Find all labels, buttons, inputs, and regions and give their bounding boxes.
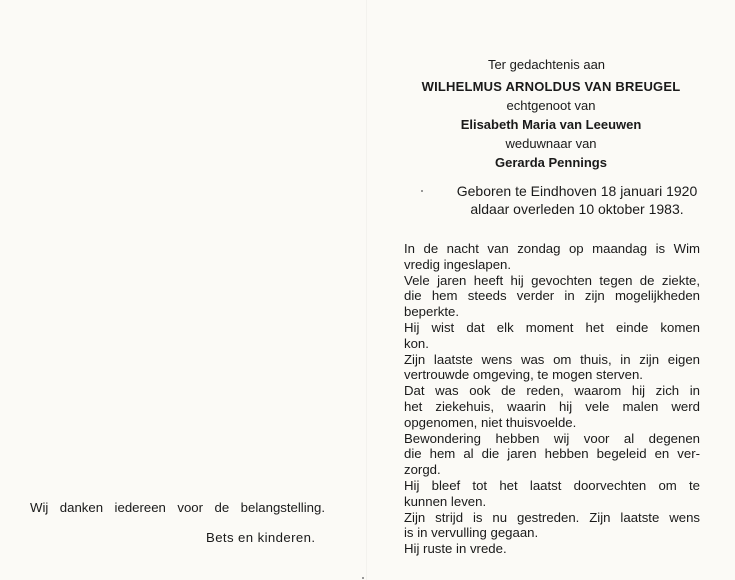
text-line: Zijn laatste wens was om thuis, in zijn eigen	[404, 351, 700, 367]
text-line: Hij wist dat elk moment het einde komen	[404, 319, 700, 335]
text-line: zorgd.	[404, 462, 441, 478]
memorial-intro: Ter gedachtenis aan	[487, 57, 606, 72]
spouse-intro: echtgenoot van	[506, 98, 596, 113]
text-line: Zijn strijd is nu gestreden. Zijn laatste wens	[404, 509, 700, 525]
text-line: beperkte.	[404, 304, 459, 320]
text-line: vredig ingeslapen.	[404, 256, 512, 272]
deceased-name: WILHELMUS ARNOLDUS VAN BREUGEL	[421, 79, 681, 94]
widower-intro: weduwnaar van	[505, 136, 597, 151]
text-line: kon.	[404, 335, 429, 351]
text-line: Dat was ook de reden, waarom hij zich in	[404, 383, 700, 399]
spouse-name: Elisabeth Maria van Leeuwen	[460, 117, 642, 132]
text-line: opgenomen, niet thuisvoelde.	[404, 414, 577, 430]
text-line: In de nacht van zondag op maandag is Wim	[404, 241, 700, 256]
thanks-text: Wij danken iedereen voor de belangstelling.	[30, 500, 325, 515]
right-panel	[367, 0, 735, 580]
left-panel	[0, 0, 367, 580]
life-dates	[422, 182, 732, 218]
memorial-text	[404, 241, 700, 557]
header	[367, 56, 735, 173]
text-line: die hem al die jaren hebben begeleid en ver-	[404, 446, 700, 462]
text-line: het ziekehuis, waarin hij vele malen werd	[404, 398, 700, 414]
death-line: aldaar overleden 10 oktober 1983.	[470, 201, 684, 217]
birth-line: Geboren te Eindhoven 18 januari 1920	[456, 183, 698, 199]
signature: Bets en kinderen.	[206, 530, 316, 545]
text-line: is in vervulling gegaan.	[404, 525, 539, 541]
text-line: Bewondering hebben wij voor al degenen	[404, 430, 700, 446]
text-line: Hij bleef tot het laatst doorvechten om te	[404, 477, 700, 493]
text-line: Hij ruste in vrede.	[404, 541, 507, 557]
print-speck	[362, 577, 364, 579]
text-line: vertrouwde omgeving, te mogen sterven.	[404, 367, 643, 383]
text-line: Vele jaren heeft hij gevochten tegen de ziekte,	[404, 272, 700, 288]
text-line: kunnen leven.	[404, 493, 487, 509]
text-line: die hem steeds verder in zijn mogelijkheden	[404, 288, 700, 304]
former-spouse-name: Gerarda Pennings	[495, 155, 607, 170]
